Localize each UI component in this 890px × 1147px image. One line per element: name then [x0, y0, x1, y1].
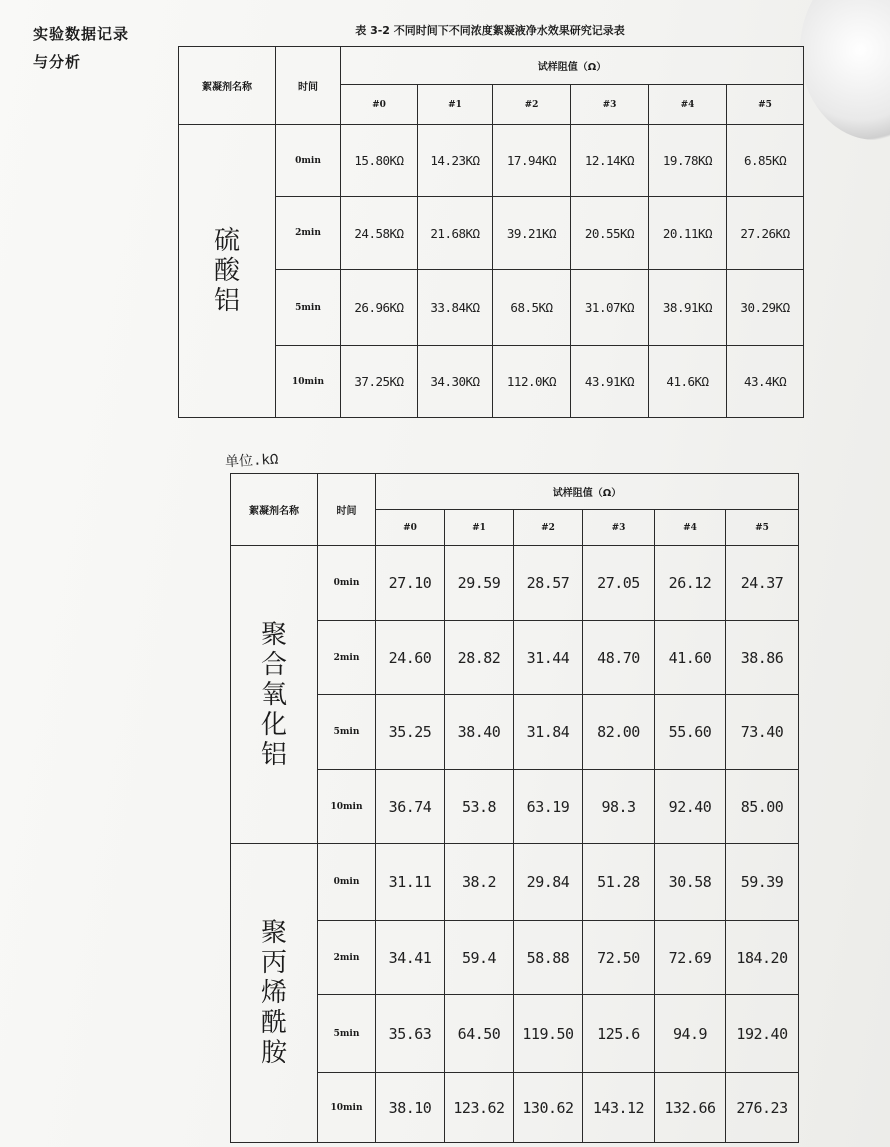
value-cell: 38.86 [726, 621, 799, 695]
value-cell: 43.4KΩ [727, 346, 804, 418]
header-resistance: 试样阻值（Ω） [341, 47, 804, 85]
record-table-aluminum-sulfate [178, 46, 804, 418]
value-cell: 85.00 [726, 770, 799, 844]
value-cell: 82.00 [583, 695, 655, 770]
value-cell: 24.60 [376, 621, 445, 695]
value-cell: 38.91KΩ [649, 270, 727, 346]
value-cell: 20.11KΩ [649, 197, 727, 270]
header-resistance: 试样阻值（Ω） [376, 474, 799, 510]
value-cell: 55.60 [655, 695, 726, 770]
value-cell: 20.55KΩ [571, 197, 649, 270]
value-cell: 38.10 [376, 1073, 445, 1143]
value-cell: 31.44 [514, 621, 583, 695]
header-sample: #0 [376, 510, 445, 546]
header-time: 时间 [276, 47, 341, 125]
agent-char: 酰 [260, 1008, 287, 1038]
value-cell: 276.23 [726, 1073, 799, 1143]
agent-char: 化 [260, 709, 287, 740]
value-cell: 30.58 [655, 844, 726, 921]
header-sample: #2 [493, 85, 571, 125]
value-cell: 98.3 [583, 770, 655, 844]
value-cell: 59.4 [445, 921, 514, 995]
value-cell: 130.62 [514, 1073, 583, 1143]
header-agent-name: 絮凝剂名称 [179, 47, 276, 125]
value-cell: 24.58KΩ [341, 197, 418, 270]
agent-name-cell [231, 546, 318, 844]
value-cell: 12.14KΩ [571, 125, 649, 197]
time-cell: 5min [276, 270, 341, 346]
time-cell: 0min [276, 125, 341, 197]
value-cell: 17.94KΩ [493, 125, 571, 197]
value-cell: 35.25 [376, 695, 445, 770]
header-sample: #3 [571, 85, 649, 125]
value-cell: 143.12 [583, 1073, 655, 1143]
table-row [231, 546, 799, 621]
value-cell: 72.69 [655, 921, 726, 995]
header-sample: #0 [341, 85, 418, 125]
value-cell: 72.50 [583, 921, 655, 995]
value-cell: 51.28 [583, 844, 655, 921]
time-cell: 2min [318, 621, 376, 695]
value-cell: 64.50 [445, 995, 514, 1073]
value-cell: 21.68KΩ [418, 197, 493, 270]
time-cell: 5min [318, 695, 376, 770]
value-cell: 14.23KΩ [418, 125, 493, 197]
value-cell: 31.11 [376, 844, 445, 921]
time-cell: 2min [276, 197, 341, 270]
agent-char: 聚 [260, 918, 287, 948]
header-sample: #1 [418, 85, 493, 125]
value-cell: 36.74 [376, 770, 445, 844]
section-label-line: 与分析 [33, 53, 82, 71]
value-cell: 123.62 [445, 1073, 514, 1143]
time-cell: 10min [318, 1073, 376, 1143]
time-cell: 2min [318, 921, 376, 995]
value-cell: 27.10 [376, 546, 445, 621]
header-sample: #4 [649, 85, 727, 125]
agent-char: 合 [260, 649, 287, 680]
record-table-polymers [230, 473, 799, 1143]
value-cell: 31.07KΩ [571, 270, 649, 346]
value-cell: 15.80KΩ [341, 125, 418, 197]
table-row [179, 125, 804, 197]
agent-char: 硫 [213, 226, 240, 256]
value-cell: 31.84 [514, 695, 583, 770]
value-cell: 73.40 [726, 695, 799, 770]
value-cell: 19.78KΩ [649, 125, 727, 197]
value-cell: 28.57 [514, 546, 583, 621]
time-cell: 10min [318, 770, 376, 844]
value-cell: 184.20 [726, 921, 799, 995]
value-cell: 38.2 [445, 844, 514, 921]
value-cell: 27.26KΩ [727, 197, 804, 270]
value-cell: 41.60 [655, 621, 726, 695]
header-sample: #2 [514, 510, 583, 546]
agent-char: 丙 [260, 948, 287, 978]
value-cell: 92.40 [655, 770, 726, 844]
header-sample: #5 [727, 85, 804, 125]
agent-char: 烯 [260, 978, 287, 1008]
header-sample: #4 [655, 510, 726, 546]
time-cell: 0min [318, 844, 376, 921]
agent-char: 氧 [260, 679, 287, 710]
value-cell: 6.85KΩ [727, 125, 804, 197]
value-cell: 43.91KΩ [571, 346, 649, 418]
section-label-line: 实验数据记录 [33, 25, 130, 43]
value-cell: 48.70 [583, 621, 655, 695]
agent-name-cell [231, 844, 318, 1143]
value-cell: 24.37 [726, 546, 799, 621]
header-sample: #5 [726, 510, 799, 546]
value-cell: 112.0KΩ [493, 346, 571, 418]
agent-name-cell [179, 125, 276, 418]
value-cell: 30.29KΩ [727, 270, 804, 346]
agent-char: 铝 [213, 286, 240, 316]
value-cell: 41.6KΩ [649, 346, 727, 418]
time-cell: 5min [318, 995, 376, 1073]
value-cell: 33.84KΩ [418, 270, 493, 346]
value-cell: 26.12 [655, 546, 726, 621]
value-cell: 59.39 [726, 844, 799, 921]
value-cell: 132.66 [655, 1073, 726, 1143]
agent-char: 铝 [260, 739, 287, 770]
header-time: 时间 [318, 474, 376, 546]
value-cell: 119.50 [514, 995, 583, 1073]
value-cell: 34.41 [376, 921, 445, 995]
value-cell: 125.6 [583, 995, 655, 1073]
table-caption: 表 3-2 不同时间下不同浓度絮凝液净水效果研究记录表 [355, 24, 625, 37]
value-cell: 58.88 [514, 921, 583, 995]
time-cell: 10min [276, 346, 341, 418]
value-cell: 94.9 [655, 995, 726, 1073]
value-cell: 27.05 [583, 546, 655, 621]
value-cell: 28.82 [445, 621, 514, 695]
header-sample: #3 [583, 510, 655, 546]
value-cell: 68.5KΩ [493, 270, 571, 346]
value-cell: 29.84 [514, 844, 583, 921]
value-cell: 34.30KΩ [418, 346, 493, 418]
value-cell: 37.25KΩ [341, 346, 418, 418]
header-sample: #1 [445, 510, 514, 546]
value-cell: 39.21KΩ [493, 197, 571, 270]
value-cell: 29.59 [445, 546, 514, 621]
section-label [33, 20, 129, 76]
value-cell: 53.8 [445, 770, 514, 844]
value-cell: 63.19 [514, 770, 583, 844]
value-cell: 192.40 [726, 995, 799, 1073]
header-agent-name: 絮凝剂名称 [231, 474, 318, 546]
table-row [231, 844, 799, 921]
value-cell: 26.96KΩ [341, 270, 418, 346]
unit-note: 单位.kΩ [224, 451, 279, 471]
agent-char: 酸 [213, 256, 240, 286]
agent-char: 胺 [260, 1038, 287, 1068]
time-cell: 0min [318, 546, 376, 621]
agent-char: 聚 [260, 619, 287, 650]
value-cell: 38.40 [445, 695, 514, 770]
value-cell: 35.63 [376, 995, 445, 1073]
